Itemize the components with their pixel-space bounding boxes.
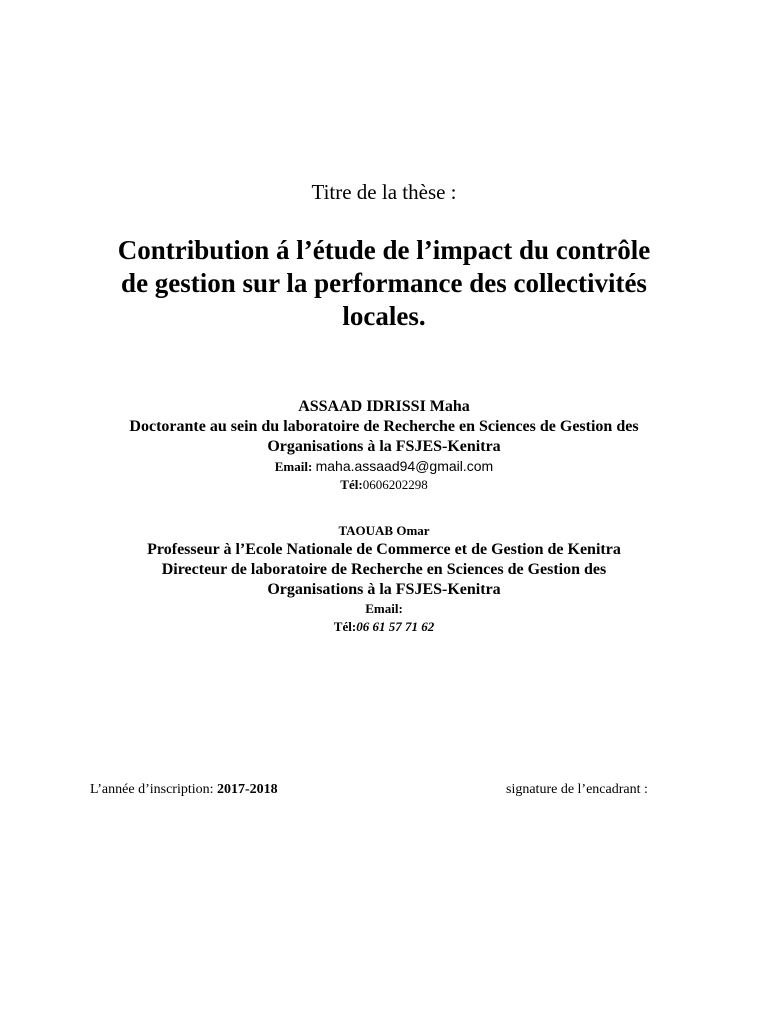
supervisor-email-row [0,600,768,618]
author-block [0,397,768,494]
author-tel-row [0,476,768,494]
supervisor-block [0,522,768,636]
author-email[interactable]: maha.assaad94@gmail.com [315,458,494,474]
author-email-row [0,457,768,476]
thesis-title-line-1: Contribution á l’étude de l’impact du contrôle [117,235,651,265]
author-tel-label: Tél: [340,477,363,492]
supervisor-affiliation-line-2: Directeur de laboratoire de Recherche en Sciences de Gestion des [161,561,607,578]
supervisor-signature-label: signature de l’encadrant : [506,782,648,797]
author-name: ASSAAD IDRISSI Maha [298,398,470,415]
supervisor-name: TAOUAB Omar [338,523,430,538]
supervisor-tel-row [0,618,768,636]
thesis-title-line-2: de gestion sur la performance des collectivités [121,268,647,298]
supervisor-tel: 06 61 57 71 62 [356,619,435,634]
supervisor-affiliation-line-1: Professeur à l’Ecole Nationale de Commerce et de Gestion de Kenitra [147,541,621,558]
author-affiliation-line-2: Organisations à la FSJES-Kenitra [267,438,501,455]
author-tel: 0606202298 [362,477,428,492]
enrollment-year-label: L’année d’inscription: [90,782,218,797]
supervisor-tel-label: Tél: [333,619,357,634]
author-email-label: Email: [274,459,313,474]
enrollment-year-value: 2017-2018 [217,782,278,797]
enrollment-year [90,781,278,799]
supervisor-affiliation-line-3: Organisations à la FSJES-Kenitra [267,581,501,598]
thesis-subtitle: Titre de la thèse : [311,180,457,204]
author-affiliation-line-1: Doctorante au sein du laboratoire de Recherche en Sciences de Gestion des [129,418,639,435]
supervisor-email-label: Email: [365,601,403,616]
thesis-title [0,234,768,333]
thesis-title-line-3: locales. [342,301,426,331]
